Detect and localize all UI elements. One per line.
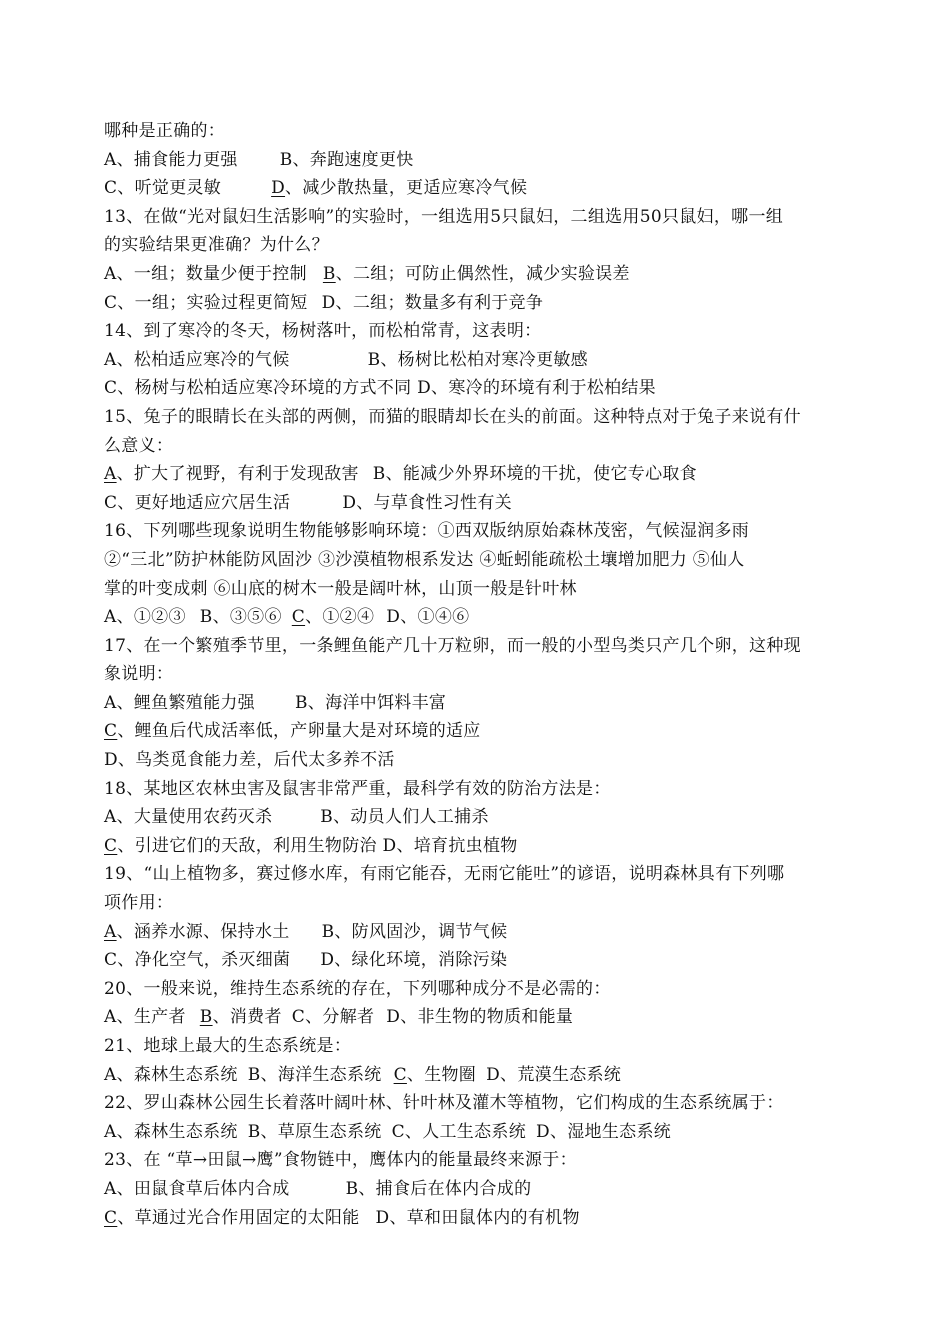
text-line bbox=[104, 1032, 854, 1061]
text-line bbox=[104, 975, 854, 1004]
text-segment: C、杨树与松柏适应寒冷环境的方式不同 D、寒冷的环境有利于松柏结果 bbox=[104, 378, 656, 399]
text-line bbox=[104, 746, 854, 775]
text-line bbox=[104, 946, 854, 975]
text-segment: 象说明： bbox=[104, 664, 174, 685]
text-segment: 、二组；可防止偶然性，减少实验误差 bbox=[335, 263, 630, 284]
text-segment: B、海洋中饵料丰富 bbox=[294, 692, 447, 713]
text-segment: 13、在做“光对鼠妇生活影响”的实验时，一组选用5只鼠妇，二组选用50只鼠妇，哪一组 bbox=[104, 206, 784, 227]
text-segment: 、引进它们的天敌，利用生物防治 D、培育抗虫植物 bbox=[117, 835, 518, 856]
text-line bbox=[104, 660, 854, 689]
text-line bbox=[104, 918, 854, 947]
text-segment: A、鲤鱼繁殖能力强 bbox=[104, 692, 255, 713]
text-segment: A、生产者 bbox=[104, 1007, 186, 1028]
text-segment: D、绿化环境，消除污染 bbox=[320, 950, 508, 971]
text-line bbox=[104, 1118, 854, 1147]
text-line bbox=[104, 1089, 854, 1118]
text-segment: 17、在一个繁殖季节里，一条鲤鱼能产几十万粒卵，而一般的小型鸟类只产几个卵，这种现 bbox=[104, 635, 801, 656]
text-segment: B、草原生态系统 bbox=[247, 1121, 382, 1142]
answer-mark: D bbox=[271, 178, 286, 199]
text-line bbox=[104, 174, 854, 203]
text-segment: D、荒漠生态系统 bbox=[486, 1064, 622, 1085]
text-line bbox=[104, 460, 854, 489]
text-segment: C、一组；实验过程更简短 bbox=[104, 292, 308, 313]
text-line bbox=[104, 432, 854, 461]
text-segment: 16、下列哪些现象说明生物能够影响环境：①西双版纳原始森林茂密，气候湿润多雨 bbox=[104, 521, 750, 542]
answer-mark: C bbox=[104, 835, 118, 856]
text-segment: 、①②④ bbox=[305, 607, 375, 628]
answer-mark: A bbox=[104, 464, 117, 485]
text-segment: 、扩大了视野，有利于发现敌害 bbox=[116, 464, 359, 485]
text-segment: 、生物圈 bbox=[406, 1064, 477, 1085]
text-line bbox=[104, 575, 854, 604]
text-segment: B、海洋生态系统 bbox=[247, 1064, 382, 1085]
text-segment: A、大量使用农药灭杀 bbox=[104, 807, 273, 828]
text-segment: 22、罗山森林公园生长着落叶阔叶林、针叶林及灌木等植物，它们构成的生态系统属于： bbox=[104, 1093, 784, 1114]
text-line bbox=[104, 317, 854, 346]
text-line bbox=[104, 403, 854, 432]
text-segment: C、净化空气，杀灭细菌 bbox=[104, 950, 291, 971]
text-line bbox=[104, 717, 854, 746]
text-segment: C、听觉更灵敏 bbox=[104, 178, 222, 199]
text-line bbox=[104, 1146, 854, 1175]
answer-mark: A bbox=[104, 921, 117, 942]
text-segment: B、能减少外界环境的干扰，使它专心取食 bbox=[372, 464, 697, 485]
text-segment: B、防风固沙，调节气候 bbox=[321, 921, 508, 942]
text-line bbox=[104, 689, 854, 718]
answer-mark: B bbox=[322, 263, 336, 284]
text-segment: A、森林生态系统 bbox=[104, 1121, 238, 1142]
text-line bbox=[104, 603, 854, 632]
text-segment: A、松柏适应寒冷的气候 bbox=[104, 349, 290, 370]
text-line bbox=[104, 1175, 854, 1204]
text-segment: 、消费者 bbox=[212, 1007, 282, 1028]
text-segment: A、捕食能力更强 bbox=[104, 149, 238, 170]
answer-mark: C bbox=[104, 721, 118, 742]
text-segment: 项作用： bbox=[104, 893, 174, 914]
text-segment: 哪种是正确的： bbox=[104, 121, 226, 141]
text-segment: 19、“山上植物多，赛过修水库，有雨它能吞，无雨它能吐”的谚语，说明森林具有下列哪 bbox=[104, 864, 785, 885]
text-segment: 、减少散热量，更适应寒冷气候 bbox=[285, 178, 528, 199]
text-line bbox=[104, 489, 854, 518]
text-segment: C、更好地适应穴居生活 bbox=[104, 492, 291, 513]
text-line bbox=[104, 1204, 854, 1233]
text-segment: B、动员人们人工捕杀 bbox=[320, 807, 489, 828]
text-segment: B、捕食后在体内合成的 bbox=[345, 1178, 532, 1199]
text-line bbox=[104, 860, 854, 889]
text-line bbox=[104, 889, 854, 918]
text-segment: B、③⑤⑥ bbox=[199, 607, 282, 628]
text-segment: 18、某地区农林虫害及鼠害非常严重，最科学有效的防治方法是： bbox=[104, 778, 611, 799]
text-segment: B、杨树比松柏对寒冷更敏感 bbox=[367, 349, 588, 370]
text-line bbox=[104, 260, 854, 289]
text-line bbox=[104, 346, 854, 375]
text-segment: A、①②③ bbox=[104, 607, 186, 628]
answer-mark: B bbox=[199, 1007, 213, 1028]
text-line bbox=[104, 1003, 854, 1032]
text-segment: D、草和田鼠体内的有机物 bbox=[375, 1207, 580, 1228]
text-segment: 23、在 “草→田鼠→鹰”食物链中，鹰体内的能量最终来源于： bbox=[104, 1150, 577, 1171]
text-line bbox=[104, 832, 854, 861]
text-line bbox=[104, 803, 854, 832]
text-segment: B、奔跑速度更快 bbox=[279, 149, 414, 170]
text-segment: A、田鼠食草后体内合成 bbox=[104, 1178, 290, 1199]
text-segment: 、涵养水源、保持水土 bbox=[116, 921, 290, 942]
text-line bbox=[104, 546, 854, 575]
text-segment: ②“三北”防护林能防风固沙 ③沙漠植物根系发达 ④蚯蚓能疏松土壤增加肥力 ⑤仙人 bbox=[104, 549, 745, 570]
text-segment: D、非生物的物质和能量 bbox=[386, 1007, 574, 1028]
text-segment: A、森林生态系统 bbox=[104, 1064, 238, 1085]
text-segment: 的实验结果更准确？为什么？ bbox=[104, 235, 329, 256]
text-segment: 14、到了寒冷的冬天，杨树落叶，而松柏常青，这表明： bbox=[104, 321, 542, 342]
text-segment: 、草通过光合作用固定的太阳能 bbox=[117, 1207, 360, 1228]
text-line bbox=[104, 203, 854, 232]
document-body bbox=[104, 117, 854, 1232]
text-segment: 、鲤鱼后代成活率低，产卵量大是对环境的适应 bbox=[117, 721, 481, 742]
text-line bbox=[104, 632, 854, 661]
text-segment: A、一组；数量少便于控制 bbox=[104, 263, 307, 284]
text-segment: 掌的叶变成刺 ⑥山底的树木一般是阔叶林，山顶一般是针叶林 bbox=[104, 578, 577, 599]
text-line bbox=[104, 117, 854, 146]
answer-mark: C bbox=[291, 607, 306, 628]
text-segment: C、人工生态系统 bbox=[391, 1121, 527, 1142]
text-segment: 么意义： bbox=[104, 435, 174, 456]
text-line bbox=[104, 517, 854, 546]
text-segment: D、二组；数量多有利于竞争 bbox=[321, 292, 544, 313]
answer-mark: C bbox=[104, 1207, 118, 1228]
text-segment: D、鸟类觅食能力差，后代太多养不活 bbox=[104, 750, 395, 771]
text-line bbox=[104, 231, 854, 260]
text-segment: C、分解者 bbox=[291, 1007, 375, 1028]
text-segment: D、与草食性习性有关 bbox=[342, 492, 512, 513]
text-line bbox=[104, 775, 854, 804]
text-segment: 20、一般来说，维持生态系统的存在，下列哪种成分不是必需的： bbox=[104, 978, 611, 999]
text-segment: D、湿地生态系统 bbox=[536, 1121, 672, 1142]
text-line bbox=[104, 146, 854, 175]
text-line bbox=[104, 374, 854, 403]
text-segment: D、①④⑥ bbox=[386, 607, 470, 628]
text-segment: 15、兔子的眼睛长在头部的两侧，而猫的眼睛却长在头的前面。这种特点对于兔子来说有什 bbox=[104, 406, 801, 427]
text-line bbox=[104, 1061, 854, 1090]
text-segment: 21、地球上最大的生态系统是： bbox=[104, 1036, 352, 1056]
answer-mark: C bbox=[393, 1064, 407, 1085]
text-line bbox=[104, 289, 854, 318]
